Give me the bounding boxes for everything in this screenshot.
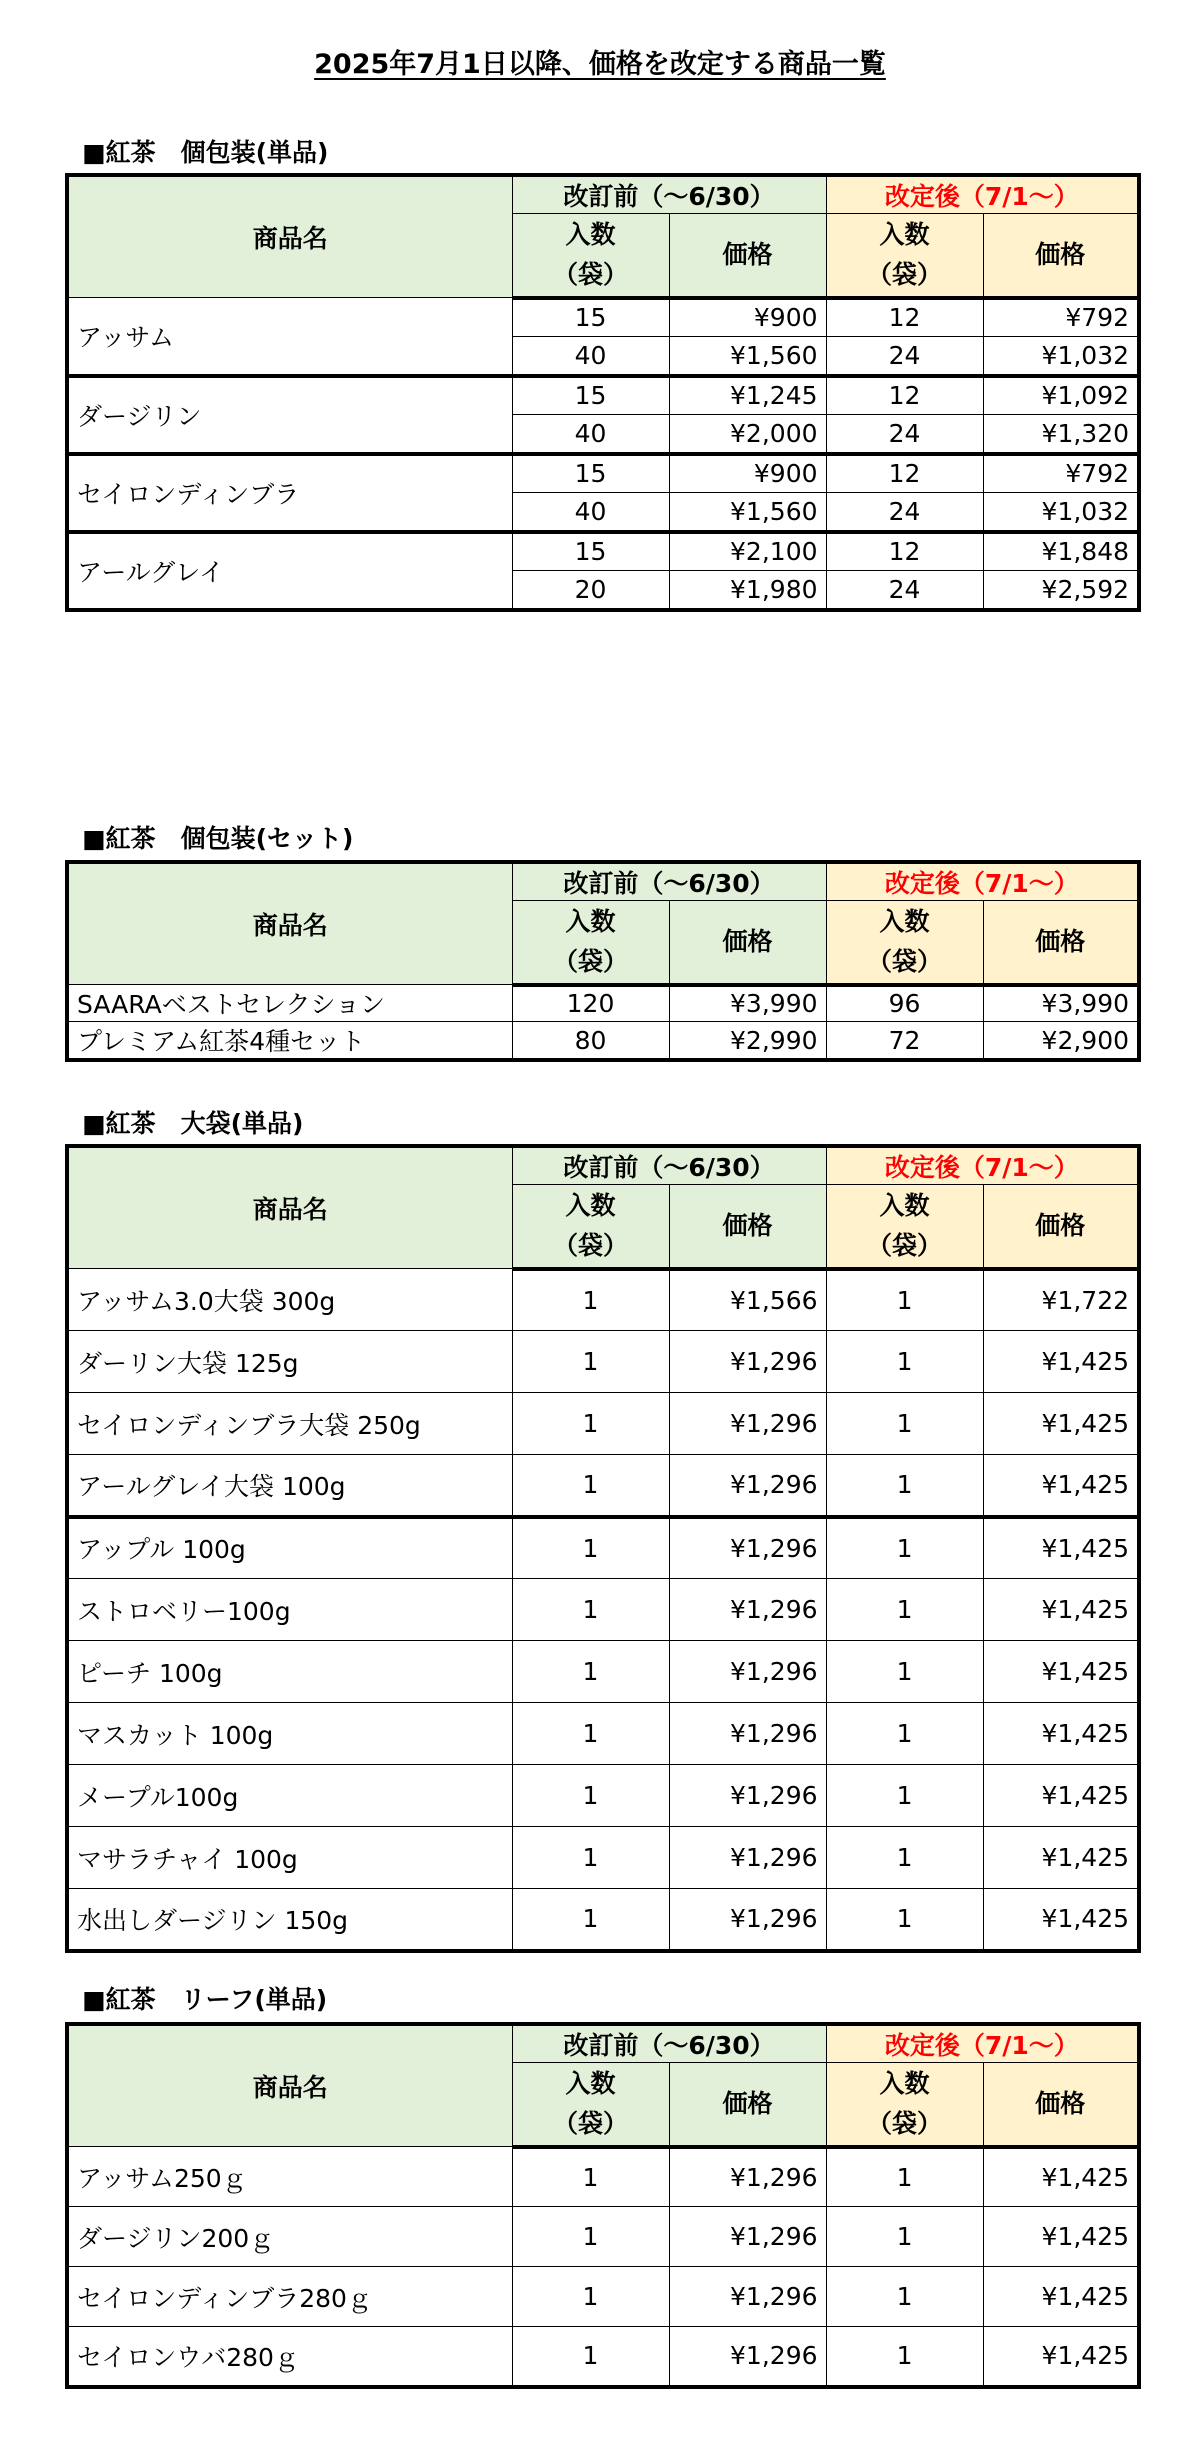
header-after-revision: 改定後（7/1～）	[826, 1146, 1139, 1185]
price-before-cell: ¥1,560	[669, 337, 826, 376]
header-row	[67, 1146, 1139, 1185]
header-quantity-line2: （袋）	[552, 2108, 628, 2138]
quantity-before-cell: 1	[512, 1393, 669, 1455]
header-quantity-line1: 入数	[565, 2068, 616, 2098]
price-after-cell: ¥792	[983, 298, 1139, 337]
header-row	[67, 862, 1139, 901]
header-quantity-line2: （袋）	[867, 946, 943, 976]
product-name-cell: プレミアム紅茶4種セット	[67, 1022, 512, 1061]
header-price-before: 価格	[669, 901, 826, 985]
price-before-cell: ¥1,980	[669, 571, 826, 610]
price-after-cell: ¥1,092	[983, 376, 1139, 415]
price-before-cell: ¥1,296	[669, 1703, 826, 1765]
table-row	[67, 298, 1139, 337]
product-name-cell: セイロンディンブラ	[67, 454, 512, 532]
price-before-cell: ¥1,566	[669, 1269, 826, 1331]
header-quantity-after	[826, 214, 983, 298]
price-before-cell: ¥2,990	[669, 1022, 826, 1061]
header-quantity-before	[512, 2063, 669, 2147]
price-table-leaf	[65, 2022, 1141, 2389]
quantity-after-cell: 12	[826, 376, 983, 415]
header-quantity-line2: （袋）	[867, 1230, 943, 1260]
price-before-cell: ¥2,000	[669, 415, 826, 454]
price-before-cell: ¥1,296	[669, 2147, 826, 2207]
product-name-cell: セイロンディンブラ280ｇ	[67, 2267, 512, 2327]
quantity-after-cell: 1	[826, 1703, 983, 1765]
price-before-cell: ¥1,296	[669, 1889, 826, 1951]
header-quantity-before	[512, 1185, 669, 1269]
product-name-cell: SAARAベストセレクション	[67, 985, 512, 1022]
product-name-cell: 水出しダージリン 150g	[67, 1889, 512, 1951]
price-before-cell: ¥1,296	[669, 1641, 826, 1703]
header-product-name: 商品名	[67, 175, 512, 298]
quantity-after-cell: 1	[826, 2147, 983, 2207]
price-after-cell: ¥1,425	[983, 1703, 1139, 1765]
product-name-cell: ピーチ 100g	[67, 1641, 512, 1703]
price-before-cell: ¥1,560	[669, 493, 826, 532]
header-product-name: 商品名	[67, 1146, 512, 1269]
header-quantity-after	[826, 901, 983, 985]
price-before-cell: ¥3,990	[669, 985, 826, 1022]
product-name-cell: マサラチャイ 100g	[67, 1827, 512, 1889]
quantity-after-cell: 24	[826, 337, 983, 376]
table-row	[67, 985, 1139, 1022]
table-row	[67, 532, 1139, 571]
header-before-revision: 改訂前（～6/30）	[512, 862, 826, 901]
price-before-cell: ¥1,296	[669, 1765, 826, 1827]
header-quantity-line2: （袋）	[552, 259, 628, 289]
price-after-cell: ¥1,848	[983, 532, 1139, 571]
header-quantity-line1: 入数	[879, 906, 930, 936]
header-row	[67, 2024, 1139, 2063]
section-title-individual-set: ■紅茶 個包装(セット)	[82, 824, 354, 853]
product-name-cell: メープル100g	[67, 1765, 512, 1827]
price-after-cell: ¥1,425	[983, 1641, 1139, 1703]
price-before-cell: ¥1,296	[669, 1579, 826, 1641]
quantity-after-cell: 1	[826, 2327, 983, 2387]
table-row	[67, 376, 1139, 415]
price-after-cell: ¥1,425	[983, 2267, 1139, 2327]
price-before-cell: ¥1,296	[669, 2267, 826, 2327]
product-name-cell: ストロベリー100g	[67, 1579, 512, 1641]
header-price-after: 価格	[983, 1185, 1139, 1269]
price-after-cell: ¥1,032	[983, 337, 1139, 376]
quantity-after-cell: 1	[826, 1393, 983, 1455]
table-row	[67, 1889, 1139, 1951]
header-product-name: 商品名	[67, 2024, 512, 2147]
product-name-cell: アールグレイ	[67, 532, 512, 610]
price-before-cell: ¥1,296	[669, 2327, 826, 2387]
quantity-after-cell: 1	[826, 1331, 983, 1393]
price-after-cell: ¥1,425	[983, 2207, 1139, 2267]
price-before-cell: ¥1,296	[669, 2207, 826, 2267]
header-quantity-line1: 入数	[879, 219, 930, 249]
table-row	[67, 1269, 1139, 1331]
table-row	[67, 1455, 1139, 1517]
quantity-after-cell: 1	[826, 1579, 983, 1641]
quantity-before-cell: 1	[512, 1517, 669, 1579]
quantity-before-cell: 120	[512, 985, 669, 1022]
quantity-before-cell: 40	[512, 337, 669, 376]
price-before-cell: ¥1,296	[669, 1827, 826, 1889]
price-after-cell: ¥1,425	[983, 1889, 1139, 1951]
header-price-after: 価格	[983, 2063, 1139, 2147]
section-title-individual-single: ■紅茶 個包装(単品)	[82, 138, 329, 167]
quantity-after-cell: 24	[826, 415, 983, 454]
document-title: 2025年7月1日以降、価格を改定する商品一覧	[314, 49, 886, 80]
table-row	[67, 1641, 1139, 1703]
header-quantity-before	[512, 901, 669, 985]
product-name-cell: ダーリン大袋 125g	[67, 1331, 512, 1393]
table-row	[67, 1331, 1139, 1393]
quantity-before-cell: 80	[512, 1022, 669, 1061]
quantity-after-cell: 1	[826, 1889, 983, 1951]
price-after-cell: ¥1,425	[983, 2327, 1139, 2387]
header-quantity-after	[826, 2063, 983, 2147]
price-after-cell: ¥1,425	[983, 1393, 1139, 1455]
table-row	[67, 2147, 1139, 2207]
header-price-before: 価格	[669, 214, 826, 298]
quantity-after-cell: 1	[826, 1827, 983, 1889]
price-before-cell: ¥2,100	[669, 532, 826, 571]
price-after-cell: ¥3,990	[983, 985, 1139, 1022]
quantity-before-cell: 15	[512, 376, 669, 415]
table-row	[67, 1827, 1139, 1889]
header-quantity-line2: （袋）	[552, 946, 628, 976]
quantity-before-cell: 40	[512, 493, 669, 532]
quantity-after-cell: 1	[826, 2267, 983, 2327]
quantity-after-cell: 96	[826, 985, 983, 1022]
header-before-revision: 改訂前（～6/30）	[512, 2024, 826, 2063]
product-name-cell: アッサム	[67, 298, 512, 376]
table-row	[67, 1517, 1139, 1579]
table-row	[67, 1703, 1139, 1765]
price-after-cell: ¥1,425	[983, 1517, 1139, 1579]
table-row	[67, 2267, 1139, 2327]
header-quantity-after	[826, 1185, 983, 1269]
price-after-cell: ¥1,320	[983, 415, 1139, 454]
section-title-leaf: ■紅茶 リーフ(単品)	[82, 1985, 328, 2014]
quantity-before-cell: 1	[512, 2207, 669, 2267]
quantity-before-cell: 1	[512, 2267, 669, 2327]
price-table-individual-single	[65, 173, 1141, 612]
price-before-cell: ¥900	[669, 454, 826, 493]
quantity-before-cell: 1	[512, 1827, 669, 1889]
price-table-large-bag	[65, 1144, 1141, 1953]
table-row	[67, 2327, 1139, 2387]
quantity-before-cell: 15	[512, 454, 669, 493]
price-table-individual-set	[65, 860, 1141, 1062]
header-quantity-line1: 入数	[565, 219, 616, 249]
product-name-cell: セイロンディンブラ大袋 250g	[67, 1393, 512, 1455]
header-price-before: 価格	[669, 2063, 826, 2147]
header-quantity-line1: 入数	[565, 906, 616, 936]
header-price-before: 価格	[669, 1185, 826, 1269]
header-product-name: 商品名	[67, 862, 512, 985]
header-row	[67, 175, 1139, 214]
quantity-before-cell: 1	[512, 2327, 669, 2387]
quantity-before-cell: 1	[512, 1641, 669, 1703]
quantity-after-cell: 1	[826, 1455, 983, 1517]
table-row	[67, 1765, 1139, 1827]
price-after-cell: ¥1,032	[983, 493, 1139, 532]
quantity-after-cell: 1	[826, 1641, 983, 1703]
product-name-cell: アップル 100g	[67, 1517, 512, 1579]
price-after-cell: ¥2,592	[983, 571, 1139, 610]
section-title-large-bag: ■紅茶 大袋(単品)	[82, 1109, 304, 1138]
price-after-cell: ¥1,425	[983, 1579, 1139, 1641]
quantity-after-cell: 12	[826, 298, 983, 337]
quantity-before-cell: 15	[512, 532, 669, 571]
quantity-after-cell: 1	[826, 1269, 983, 1331]
quantity-before-cell: 1	[512, 1269, 669, 1331]
quantity-before-cell: 1	[512, 1331, 669, 1393]
quantity-before-cell: 1	[512, 1579, 669, 1641]
quantity-before-cell: 1	[512, 1889, 669, 1951]
price-after-cell: ¥1,425	[983, 1455, 1139, 1517]
price-before-cell: ¥1,296	[669, 1455, 826, 1517]
quantity-after-cell: 24	[826, 493, 983, 532]
quantity-after-cell: 1	[826, 2207, 983, 2267]
price-before-cell: ¥1,296	[669, 1517, 826, 1579]
price-after-cell: ¥1,425	[983, 1331, 1139, 1393]
product-name-cell: アッサム3.0大袋 300g	[67, 1269, 512, 1331]
quantity-after-cell: 12	[826, 532, 983, 571]
price-before-cell: ¥1,245	[669, 376, 826, 415]
header-after-revision: 改定後（7/1～）	[826, 862, 1139, 901]
quantity-before-cell: 40	[512, 415, 669, 454]
price-before-cell: ¥1,296	[669, 1331, 826, 1393]
product-name-cell: アッサム250ｇ	[67, 2147, 512, 2207]
quantity-after-cell: 24	[826, 571, 983, 610]
product-name-cell: セイロンウバ280ｇ	[67, 2327, 512, 2387]
table-row	[67, 1022, 1139, 1061]
quantity-before-cell: 15	[512, 298, 669, 337]
price-after-cell: ¥792	[983, 454, 1139, 493]
price-after-cell: ¥1,425	[983, 2147, 1139, 2207]
table-row	[67, 1393, 1139, 1455]
header-quantity-line1: 入数	[565, 1190, 616, 1220]
quantity-before-cell: 20	[512, 571, 669, 610]
product-name-cell: ダージリン200ｇ	[67, 2207, 512, 2267]
quantity-before-cell: 1	[512, 1703, 669, 1765]
quantity-after-cell: 12	[826, 454, 983, 493]
header-quantity-line1: 入数	[879, 1190, 930, 1220]
quantity-after-cell: 72	[826, 1022, 983, 1061]
table-row	[67, 2207, 1139, 2267]
header-quantity-line2: （袋）	[867, 2108, 943, 2138]
price-after-cell: ¥1,425	[983, 1765, 1139, 1827]
header-after-revision: 改定後（7/1～）	[826, 175, 1139, 214]
table-row	[67, 1579, 1139, 1641]
header-after-revision: 改定後（7/1～）	[826, 2024, 1139, 2063]
header-before-revision: 改訂前（～6/30）	[512, 175, 826, 214]
product-name-cell: ダージリン	[67, 376, 512, 454]
quantity-before-cell: 1	[512, 1765, 669, 1827]
quantity-before-cell: 1	[512, 2147, 669, 2207]
header-quantity-before	[512, 214, 669, 298]
price-before-cell: ¥900	[669, 298, 826, 337]
header-price-after: 価格	[983, 214, 1139, 298]
product-name-cell: アールグレイ大袋 100g	[67, 1455, 512, 1517]
header-quantity-line1: 入数	[879, 2068, 930, 2098]
header-price-after: 価格	[983, 901, 1139, 985]
quantity-after-cell: 1	[826, 1517, 983, 1579]
table-row	[67, 454, 1139, 493]
header-quantity-line2: （袋）	[552, 1230, 628, 1260]
header-quantity-line2: （袋）	[867, 259, 943, 289]
quantity-after-cell: 1	[826, 1765, 983, 1827]
product-name-cell: マスカット 100g	[67, 1703, 512, 1765]
quantity-before-cell: 1	[512, 1455, 669, 1517]
price-after-cell: ¥1,425	[983, 1827, 1139, 1889]
price-after-cell: ¥2,900	[983, 1022, 1139, 1061]
price-after-cell: ¥1,722	[983, 1269, 1139, 1331]
price-before-cell: ¥1,296	[669, 1393, 826, 1455]
header-before-revision: 改訂前（～6/30）	[512, 1146, 826, 1185]
